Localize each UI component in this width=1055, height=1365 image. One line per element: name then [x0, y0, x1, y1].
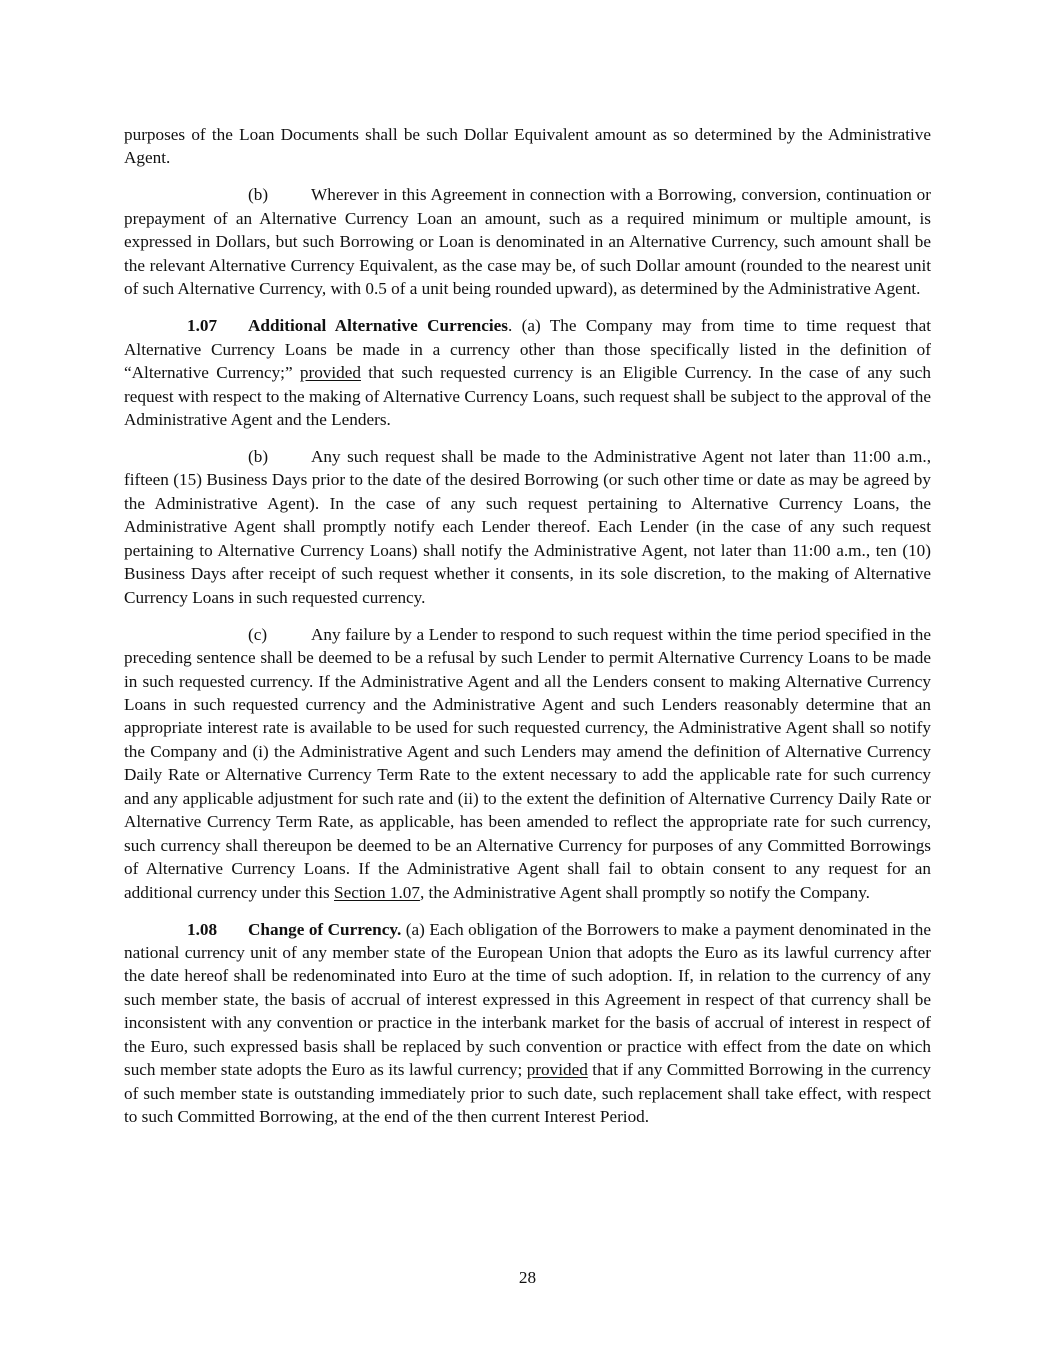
section-107	[124, 314, 931, 431]
section-title: Additional Alternative Currencies	[248, 316, 508, 336]
document-page	[124, 123, 931, 1129]
paragraph-107b	[124, 445, 931, 609]
paragraph-text: that such requested currency is an Eligible Currency. In the case of any such request with respect to the making of Alternative Currency Loans, such request shall be subject to the approval of the Administrative Agent and the Lenders.	[124, 363, 931, 429]
paragraph-text: purposes of the Loan Documents shall be such Dollar Equivalent amount as so determined by the Administrative Agent.	[124, 125, 931, 168]
section-number: 1.07	[187, 316, 218, 336]
page-number: 28	[518, 1268, 537, 1287]
section-108	[124, 918, 931, 1129]
paragraph-text: that if any Committed Borrowing in the currency of such member state is outstanding immediately prior to such date, such replacement shall take effect, with respect to such Committed Borrowing, at the end of the then current Interest Period.	[124, 1060, 931, 1127]
paragraph-text: Any such request shall be made to the Administrative Agent not later than 11:00 a.m., fifteen (15) Business Days prior to the date of the desired Borrowing (or such other time or date as may be agreed by the Administrative Agent). In the case of any such request pertaining to Alternative Currency Loans, the Administrative Agent shall promptly notify each Lender thereof. Each Lender (in the case of any such request pertaining to Alternative Currency Loans) shall notify the Administrative Agent, not later than 11:00 a.m., ten (10) Business Days after receipt of such request whether it consents, in its sole discretion, to the making of Alternative Currency Loans in such requested currency.	[124, 446, 931, 607]
paragraph-text: (a) Each obligation of the Borrowers to make a payment denominated in the national currency unit of any member state of the European Union that adopts the Euro as its lawful currency after the date hereof shall be redenominated into Euro at the time of such adoption. If, in relation to the currency of any such member state, the basis of accrual of interest expressed in this Agreement in respect of that currency shall be inconsistent with any convention or practice in the interbank market for the basis of accrual of interest in respect of the Euro, such expressed basis shall be replaced by such convention or practice with effect from the date on which such member state adopts the Euro as its lawful currency;	[124, 919, 931, 1080]
subsection-label: (b)	[248, 185, 269, 205]
subsection-label: (c)	[248, 624, 268, 644]
paragraph-106a-continuation	[124, 123, 931, 170]
provided-term: provided	[526, 1060, 588, 1080]
provided-term: provided	[299, 363, 361, 383]
paragraph-text: , the Administrative Agent shall promptly so notify the Company.	[419, 882, 870, 902]
paragraph-text: . (a) The Company may from time to time request that Alternative Currency Loans be made in a currency other than those specifically listed in the definition of “Alternative Currency;”	[124, 316, 932, 383]
paragraph-text: Wherever in this Agreement in connection with a Borrowing, conversion, continuation or prepayment of an Alternative Currency Loan an amount, such as a required minimum or multiple amount, is expressed in Dollars, but such Borrowing or Loan is denominated in an Alternative Currency, such amount shall be the relevant Alternative Currency Equivalent, as the case may be, of such Dollar amount (rounded to the nearest unit of such Alternative Currency, with 0.5 of a unit being rounded upward), as determined by the Administrative Agent.	[124, 185, 931, 299]
paragraph-107c	[124, 623, 931, 904]
section-title: Change of Currency.	[248, 919, 402, 939]
paragraph-text: Any failure by a Lender to respond to such request within the time period specified in the preceding sentence shall be deemed to be a refusal by such Lender to permit Alternative Currency Loans to be made in such requested currency. If the Administrative Agent and all the Lenders consent to making Alternative Currency Loans in such requested currency and the Administrative Agent and such Lenders reasonably determine that an appropriate interest rate is available to be used for such requested currency, the Administrative Agent shall so notify the Company and (i) the Administrative Agent and such Lenders may amend the definition of Alternative Currency Daily Rate or Alternative Currency Term Rate to the extent necessary to add the applicable rate for such currency and any applicable adjustment for such rate and (ii) to the extent the definition of Alternative Currency Daily Rate or Alternative Currency Term Rate, as applicable, has been amended to reflect the appropriate rate for such currency, such currency shall thereupon be deemed to be an Alternative Currency for purposes of any Committed Borrowings of Alternative Currency Loans. If the Administrative Agent shall fail to obtain consent to any request for an additional currency under this	[124, 624, 931, 902]
section-number: 1.08	[187, 919, 218, 939]
section-reference: Section 1.07	[334, 882, 420, 902]
subsection-label: (b)	[248, 446, 269, 466]
paragraph-106b	[124, 183, 931, 300]
